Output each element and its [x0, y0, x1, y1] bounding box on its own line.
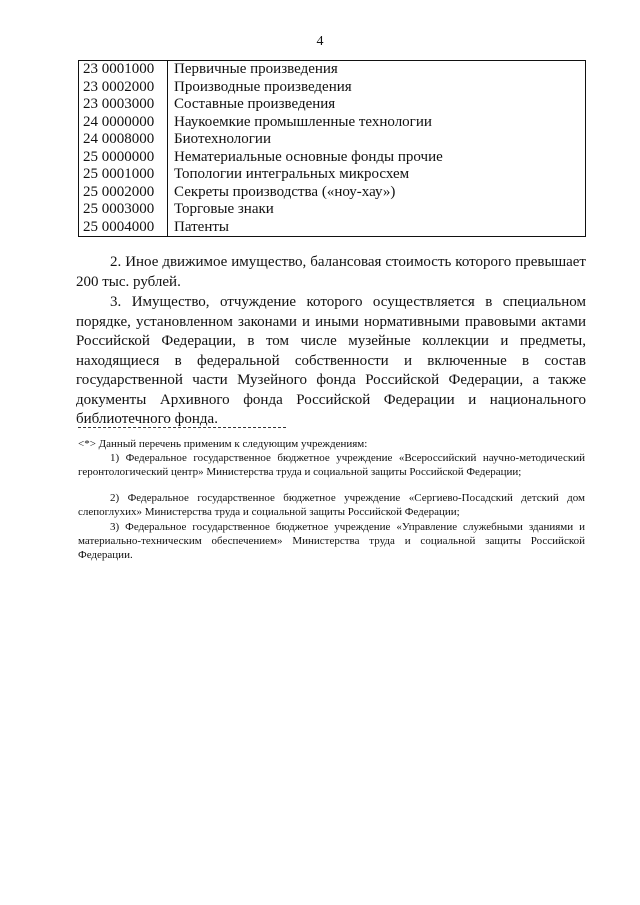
table-row: [79, 149, 586, 167]
paragraph-2: 2. Иное движимое имущество, балансовая стоимость которого превышает 200 тыс. рублей.: [76, 254, 586, 290]
table-cell-code: 23 0003000: [79, 96, 168, 114]
table-cell-code: 23 0001000: [79, 61, 168, 79]
table-cell-name: Первичные произведения: [168, 61, 586, 79]
asset-code-table: [78, 60, 586, 237]
footnote-item-1: 1) Федеральное государственное бюджетное учреждение «Всероссийский научно-методический геронтологический центр» Министерства труда и социальной защиты Российской Федерации;: [78, 452, 585, 478]
footnote-divider: [78, 427, 286, 428]
table-cell-name: Патенты: [168, 219, 586, 237]
table-cell-name: Биотехнологии: [168, 131, 586, 149]
table-cell-code: 25 0002000: [79, 184, 168, 202]
table-row: [79, 131, 586, 149]
table-cell-name: Секреты производства («ноу-хау»): [168, 184, 586, 202]
table-row: [79, 61, 586, 79]
page-number: 4: [316, 34, 324, 49]
table-row: [79, 96, 586, 114]
footnote-item-2: 2) Федеральное государственное бюджетное учреждение «Сергиево-Посадский детский дом слепоглухих» Министерства труда и социальной защиты Российской Федерации;: [78, 492, 585, 518]
table-cell-code: 24 0000000: [79, 114, 168, 132]
table-cell-code: 25 0003000: [79, 201, 168, 219]
table-row: [79, 184, 586, 202]
table-cell-code: 23 0002000: [79, 79, 168, 97]
footnote-item-3: 3) Федеральное государственное бюджетное учреждение «Управление служебными зданиями и материально-техническим обеспечением» Министерства труда и социальной защиты Российской Федерации.: [78, 521, 585, 561]
table-row: [79, 201, 586, 219]
table-cell-name: Производные произведения: [168, 79, 586, 97]
table-row: [79, 166, 586, 184]
table-cell-name: Нематериальные основные фонды прочие: [168, 149, 586, 167]
table-row: [79, 114, 586, 132]
table-cell-name: Топологии интегральных микросхем: [168, 166, 586, 184]
paragraph-3: 3. Имущество, отчуждение которого осуществляется в специальном порядке, установленном законами и иными нормативными правовыми актами Российской Федерации, в том числе музейные коллекции и предметы, находящиеся в федеральной собственности и включенные в состав государственной части Музейного фонда Российской Федерации, а также документы Архивного фонда Российской Федерации и национального библиотечного фонда.: [76, 294, 586, 427]
table-cell-code: 24 0008000: [79, 131, 168, 149]
table-cell-code: 25 0000000: [79, 149, 168, 167]
table-cell-name: Составные произведения: [168, 96, 586, 114]
table-row: [79, 79, 586, 97]
table-cell-name: Торговые знаки: [168, 201, 586, 219]
table-row: [79, 219, 586, 237]
table-cell-name: Наукоемкие промышленные технологии: [168, 114, 586, 132]
table-cell-code: 25 0001000: [79, 166, 168, 184]
table-cell-code: 25 0004000: [79, 219, 168, 237]
footnote-intro: <*> Данный перечень применим к следующим учреждениям:: [78, 438, 368, 450]
